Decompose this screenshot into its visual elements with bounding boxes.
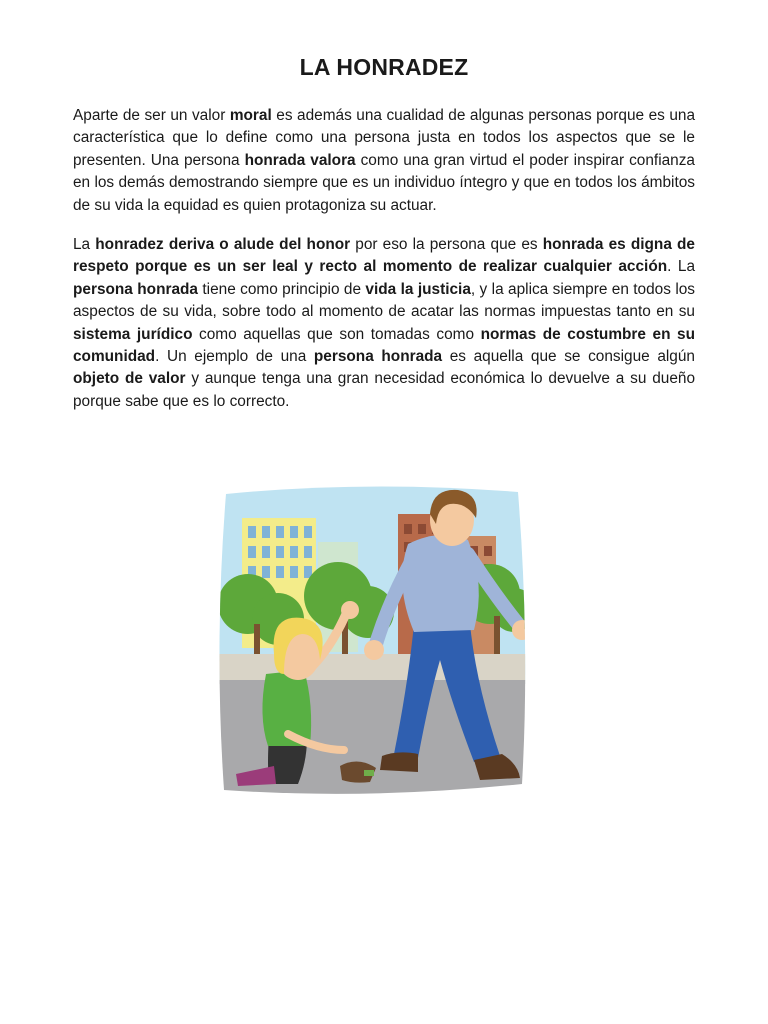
bold-text-run: moral — [229, 107, 272, 124]
text-run: La — [73, 236, 96, 253]
girl-hand — [341, 601, 359, 619]
man-hand-left — [364, 640, 384, 660]
man-shoe-left — [380, 752, 418, 772]
bold-text-run: sistema jurídico — [73, 325, 193, 343]
bold-text-run: honradez deriva o alude del honor — [95, 236, 351, 253]
illustration-svg — [218, 484, 528, 798]
text-run: , y la aplica siempre en todos los aspectos de su vida, sobre todo al momento de acatar las normas impuestas tanto en su — [73, 280, 696, 321]
scene — [218, 484, 528, 798]
document-title: LA HONRADEZ — [299, 54, 469, 80]
text-run: como una gran virtud el poder inspirar confianza en los demás demostrando siempre que es un individuo íntegro y que en todos los ámbitos de su vida la equidad es quien protagoniza su actuar. — [73, 151, 695, 214]
text-run: por eso la persona que es — [350, 236, 543, 253]
text-run: es además una cualidad de algunas personas porque es una característica que lo define como una persona justa en todos los aspectos que se le presenten. Una persona — [73, 107, 696, 169]
bold-text-run: objeto de valor — [73, 370, 186, 388]
text-run: es aquella que se consigue algún — [442, 348, 695, 366]
text-run: Aparte de ser un valor — [73, 107, 230, 124]
illustration-honesty — [218, 484, 528, 798]
bold-text-run: honrada valora — [244, 151, 356, 169]
text-run: y aunque tenga una gran necesidad económica lo devuelve a su dueño porque sabe que es lo correcto. — [73, 370, 696, 410]
bold-text-run: persona honrada — [313, 348, 443, 366]
text-run: como aquellas que son tomadas como — [192, 325, 481, 343]
bold-text-run: honrada es digna de respeto porque es un ser leal y recto al momento de realizar cualquier acción — [73, 236, 695, 276]
paragraph-2 — [73, 234, 695, 413]
text-run: . La — [667, 258, 696, 276]
bold-text-run: normas de costumbre en su comunidad — [73, 325, 696, 366]
bold-text-run: vida la justicia — [365, 280, 471, 298]
bold-text-run: persona honrada — [73, 280, 198, 298]
paragraph-1 — [73, 105, 695, 217]
text-run: . Un ejemplo de una — [155, 348, 314, 366]
text-run: tiene como principio de — [197, 280, 366, 298]
